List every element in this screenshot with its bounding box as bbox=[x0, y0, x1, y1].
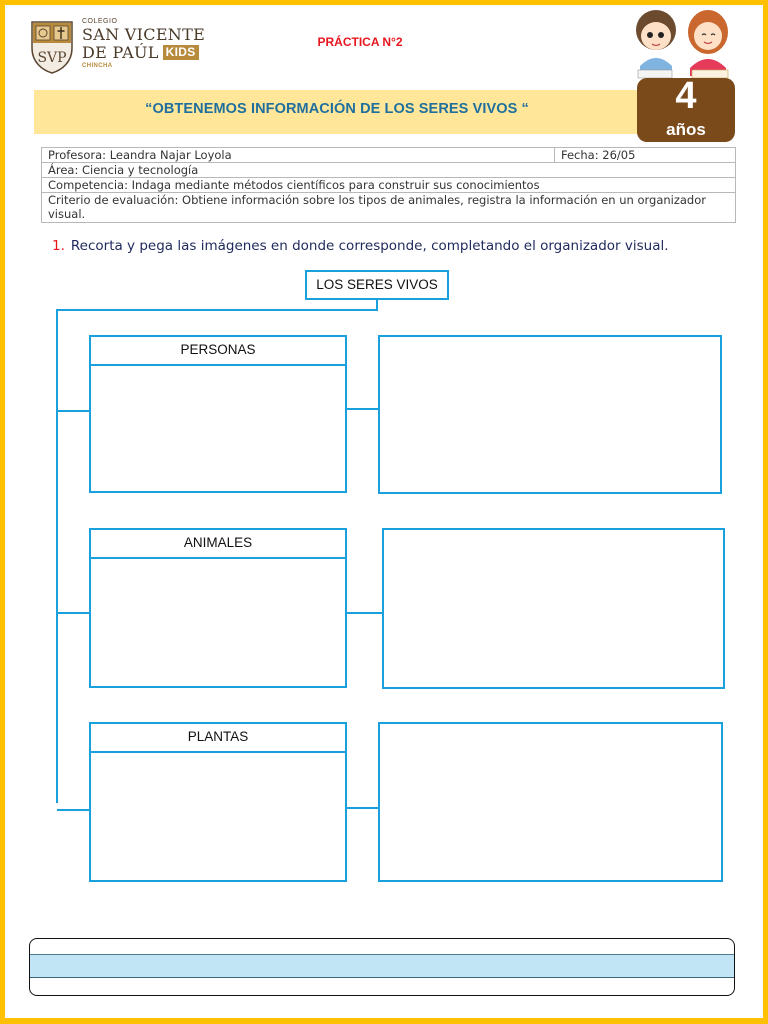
connector-trunk-line bbox=[56, 309, 58, 803]
connector-line bbox=[346, 807, 380, 809]
organizer-root-box: LOS SERES VIVOS bbox=[305, 270, 449, 300]
area-cell: Área: Ciencia y tecnología bbox=[42, 163, 736, 178]
school-crest-icon bbox=[30, 18, 74, 74]
connector-line bbox=[57, 809, 90, 811]
date-cell: Fecha: 26/05 bbox=[555, 148, 736, 163]
practice-number: PRÁCTICA N°2 bbox=[317, 35, 403, 49]
paste-area-animales[interactable] bbox=[382, 528, 725, 689]
table-row bbox=[42, 163, 736, 178]
svg-text:SVP: SVP bbox=[37, 50, 67, 66]
instruction bbox=[52, 238, 669, 254]
writing-stripe bbox=[30, 954, 734, 978]
connector-line bbox=[346, 408, 380, 410]
writing-line-bar[interactable] bbox=[29, 938, 735, 996]
info-table bbox=[41, 147, 736, 223]
category-label: PLANTAS bbox=[91, 724, 345, 753]
instruction-text: Recorta y pega las imágenes en donde corresponde, completando el organizador visual. bbox=[70, 238, 669, 254]
instruction-number: 1. bbox=[52, 238, 65, 254]
competence-cell: Competencia: Indaga mediante métodos científicos para construir sus conocimientos bbox=[42, 178, 736, 193]
connector-line bbox=[56, 410, 90, 412]
category-label: ANIMALES bbox=[91, 530, 345, 559]
logo-line-2: DE PAÚL KIDS bbox=[82, 44, 205, 62]
logo-colegio: COLEGIO bbox=[82, 18, 118, 25]
worksheet-title: “OBTENEMOS INFORMACIÓN DE LOS SERES VIVOS “ bbox=[145, 101, 529, 117]
age-number: 4 bbox=[675, 75, 697, 117]
paste-area-plantas[interactable] bbox=[378, 722, 723, 882]
table-row bbox=[42, 148, 736, 163]
logo-city: CHINCHA bbox=[82, 63, 113, 69]
criteria-cell: Criterio de evaluación: Obtiene información sobre los tipos de animales, registra la información en un organizador visual. bbox=[42, 193, 736, 223]
age-label: años bbox=[666, 120, 706, 139]
children-reading-illustration-icon bbox=[626, 4, 742, 84]
category-label: PERSONAS bbox=[91, 337, 345, 366]
school-logo-text bbox=[82, 18, 205, 69]
table-row bbox=[42, 178, 736, 193]
table-row bbox=[42, 193, 736, 223]
connector-line bbox=[346, 612, 384, 614]
category-box-animales bbox=[89, 528, 347, 688]
logo-kids-badge: KIDS bbox=[163, 45, 199, 60]
connector-line bbox=[56, 309, 378, 311]
category-box-plantas bbox=[89, 722, 347, 882]
paste-area-personas[interactable] bbox=[378, 335, 722, 494]
logo-line-1: SAN VICENTE bbox=[82, 25, 206, 44]
teacher-cell: Profesora: Leandra Najar Loyola bbox=[42, 148, 555, 163]
category-box-personas bbox=[89, 335, 347, 493]
